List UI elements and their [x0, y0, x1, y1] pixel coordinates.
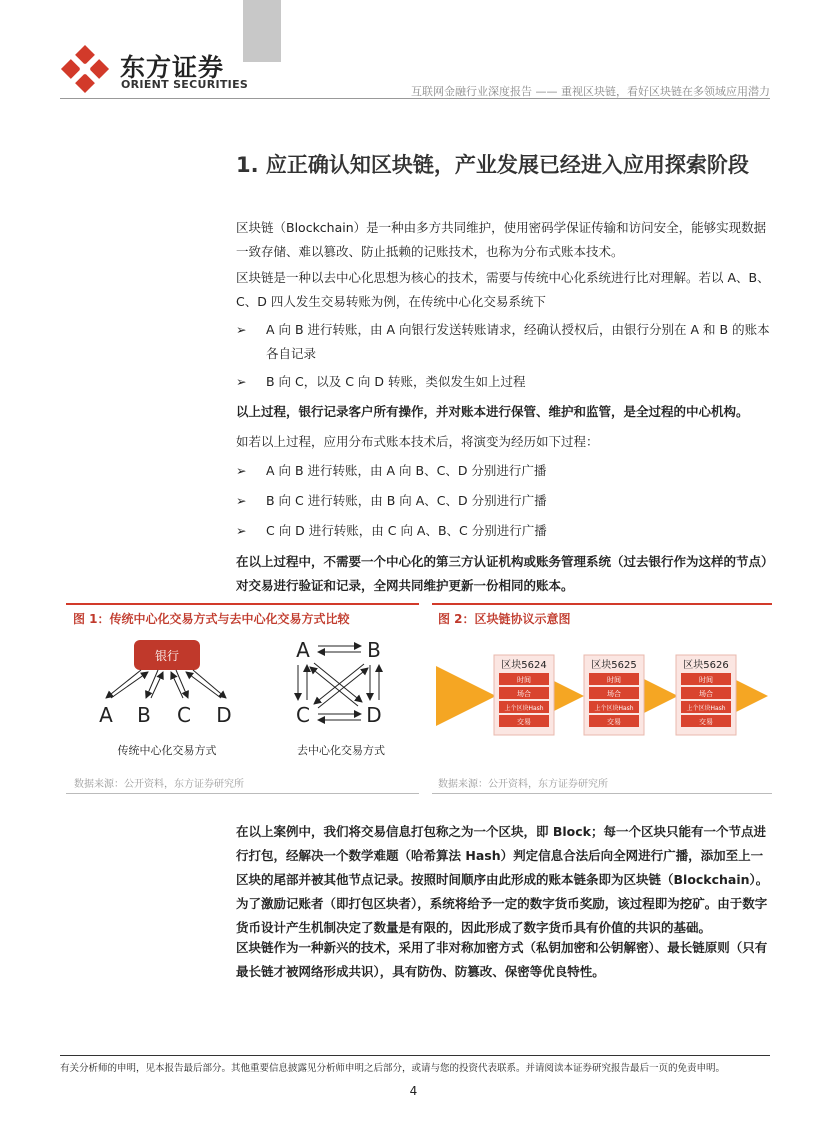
arrow	[193, 670, 226, 698]
block-5624	[494, 655, 554, 735]
figure2-source: 数据来源：公开资料，东方证券研究所	[438, 779, 608, 790]
list-item	[236, 519, 772, 543]
list-item	[236, 318, 772, 366]
arrow	[111, 672, 148, 698]
block-field: 场合	[699, 690, 713, 698]
bullet-arrow-icon: ➢	[236, 493, 247, 508]
block-field: 上个区块Hash	[686, 705, 726, 712]
node-a: A	[99, 703, 113, 727]
footer-disclaimer: 有关分析师的申明，见本报告最后部分。其他重要信息披露见分析师申明之后部分，或请与您的投资代表联系。并请阅读本证券研究报告最后一页的免责申明。	[60, 1063, 726, 1074]
block-field: 交易	[699, 718, 713, 726]
block-name: 区块5624	[501, 660, 547, 671]
arrow	[176, 670, 188, 698]
figure2-bottom-rule	[432, 793, 772, 794]
block-field: 上个区块Hash	[594, 705, 634, 712]
arrow	[106, 670, 141, 698]
arrow	[146, 670, 158, 698]
node-d: D	[216, 703, 232, 727]
paragraph-no-center: 在以上过程中，不需要一个中心化的第三方认证机构或账务管理系统（过去银行作为这样的节点）对交易进行验证和记录，全网共同维护更新一份相同的账本。	[236, 554, 768, 593]
bank-label: 银行	[154, 649, 180, 663]
node-a: A	[296, 638, 310, 662]
bullet-arrow-icon: ➢	[236, 523, 247, 538]
arrow	[310, 667, 358, 706]
header-gray-bar	[243, 0, 281, 62]
logo-name-cn: 东方证券	[120, 53, 225, 82]
node-b: B	[367, 638, 381, 662]
header-divider	[60, 98, 770, 99]
node-c: C	[296, 703, 310, 727]
caption-centralized: 传统中心化交易方式	[117, 744, 217, 757]
figure1-diagram	[66, 630, 419, 770]
bullet-arrow-icon: ➢	[236, 322, 247, 337]
bullet-arrow-icon: ➢	[236, 463, 247, 478]
paragraph-definition: 区块链（Blockchain）是一种由多方共同维护，使用密码学保证传输和访问安全，能够实现数据一致存储、难以篡改、防止抵赖的记账技术，也称为分布式账本技术。	[236, 220, 767, 259]
figure1-title: 图 1：传统中心化交易方式与去中心化交易方式比较	[73, 612, 350, 626]
figure2-diagram	[432, 630, 772, 770]
block-field: 上个区块Hash	[504, 705, 544, 712]
node-c: C	[177, 703, 191, 727]
arrow	[318, 668, 368, 708]
block-field: 场合	[607, 690, 621, 698]
paragraph-central-bank: 以上过程，银行记录客户所有操作，并对账本进行保管、维护和监管，是全过程的中心机构。	[236, 404, 749, 419]
arrow	[151, 672, 163, 698]
block-field: 时间	[699, 676, 713, 684]
caption-decentralized: 去中心化交易方式	[297, 744, 385, 757]
figure1-source: 数据来源：公开资料，东方证券研究所	[74, 779, 244, 790]
figure2-top-rule	[432, 603, 772, 605]
block-field: 时间	[517, 676, 531, 684]
paragraph-block-mining: 在以上案例中，我们将交易信息打包称之为一个区块，即 Block；每一个区块只能有一个节点进行打包，经解决一个数学难题（哈希算法 Hash）判定信息合法后向全网进行广播，添加至上一区块的尾部并被其他节点记录。按照时间顺序由此形成的账本链条即为区块链（Blockchain）。为了激励记账者（即打包区块者），系统将给予一定的数字货币奖励，该过程即为挖矿。由于数字货币设计产生机制决定了数量是有限的，因此形成了数字货币具有价值的共识的基础。	[236, 824, 769, 935]
block-name: 区块5625	[591, 660, 637, 671]
arrow	[186, 672, 221, 698]
paragraph-distributed: 如若以上过程，应用分布式账本技术后，将演变为经历如下过程：	[236, 434, 599, 449]
block-field: 交易	[517, 718, 531, 726]
block-field: 时间	[607, 676, 621, 684]
report-title: 互联网金融行业深度报告 —— 重视区块链，看好区块链在多领域应用潜力	[411, 85, 770, 98]
orient-logo-icon	[60, 44, 110, 94]
block-name: 区块5626	[683, 660, 729, 671]
arrow	[171, 672, 183, 698]
list-item-text: B 向 C，以及 C 向 D 转账，类似发生如上过程	[266, 374, 526, 389]
list-item	[236, 489, 772, 513]
paragraph-comparison: 区块链是一种以去中心化思想为核心的技术，需要与传统中心化系统进行比对理解。若以 A、B、C、D 四人发生交易转账为例，在传统中心化交易系统下	[236, 270, 770, 309]
list-item-text: C 向 D 进行转账，由 C 向 A、B、C 分别进行广播	[266, 523, 547, 538]
figure1-top-rule	[66, 603, 419, 605]
figure1-bottom-rule	[66, 793, 419, 794]
footer-divider	[60, 1055, 770, 1056]
block-5625	[584, 655, 644, 735]
node-d: D	[366, 703, 382, 727]
paragraph-features: 区块链作为一种新兴的技术，采用了非对称加密方式（私钥加密和公钥解密）、最长链原则（只有最长链才被网络形成共识），具有防伪、防篡改、保密等优良特性。	[236, 940, 768, 979]
node-b: B	[137, 703, 151, 727]
logo-name-en: ORIENT SECURITIES	[121, 78, 249, 91]
page-number: 4	[409, 1084, 418, 1098]
list-item-text: B 向 C 进行转账，由 B 向 A、C、D 分别进行广播	[266, 493, 547, 508]
list-item	[236, 370, 772, 394]
section-title: 1. 应正确认知区块链，产业发展已经进入应用探索阶段	[236, 153, 749, 177]
block-field: 场合	[517, 690, 531, 698]
bullet-arrow-icon: ➢	[236, 374, 247, 389]
figure2-title: 图 2：区块链协议示意图	[438, 612, 571, 626]
arrow	[314, 663, 362, 702]
list-item	[236, 459, 772, 483]
block-5626	[676, 655, 736, 735]
list-item-text: A 向 B 进行转账，由 A 向银行发送转账请求，经确认授权后，由银行分别在 A 和 B 的账本各自记录	[266, 322, 770, 361]
list-item-text: A 向 B 进行转账，由 A 向 B、C、D 分别进行广播	[266, 463, 547, 478]
block-field: 交易	[607, 718, 621, 726]
